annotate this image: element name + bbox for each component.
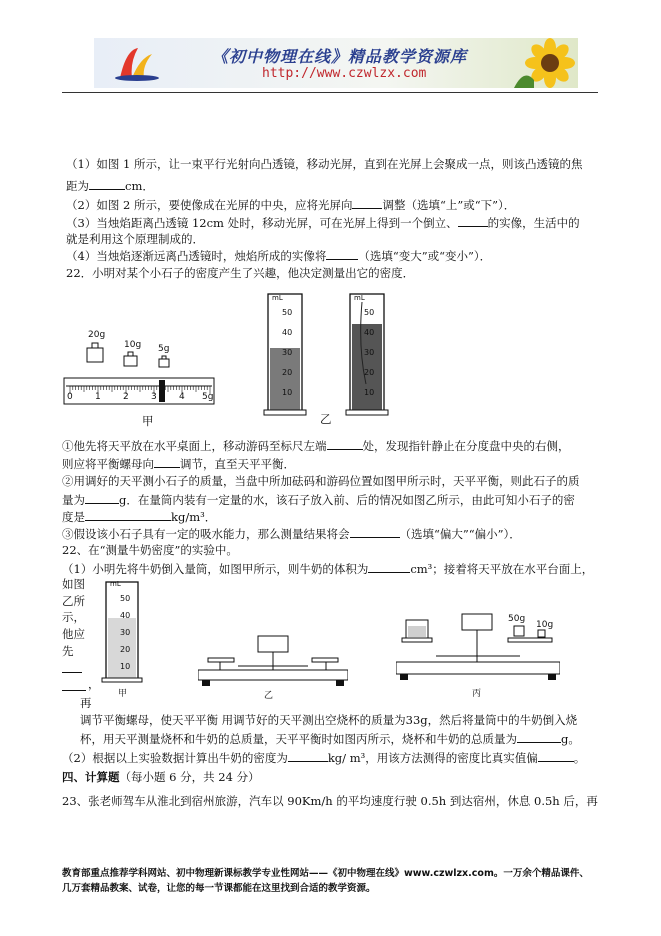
- cylinder-tick-label: 20: [364, 368, 375, 377]
- banner-url[interactable]: http://www.czwlzx.com: [262, 66, 427, 81]
- figure-jia-balance-weights: [62, 330, 222, 430]
- q22b-intro: 22、在“测量牛奶密度”的实验中。: [62, 543, 238, 557]
- cylinder-tick-label: 20: [120, 645, 131, 654]
- cylinder-tick-label: 30: [282, 348, 293, 357]
- cylinder-tick-label: 40: [364, 328, 375, 337]
- q22b-side-zai: 再: [80, 696, 92, 710]
- answer-blank[interactable]: [62, 661, 82, 673]
- figure-milk-cylinder: [100, 578, 150, 700]
- q23-text: 23、张老师驾车从淮北到宿州旅游，汽车以 90Km/h 的平均速度行驶 0.5h 到达宿州，休息 0.5h 后，再: [62, 794, 598, 808]
- answer-blank[interactable]: [368, 561, 410, 573]
- figure-balance-bing: [396, 612, 560, 702]
- q22b-part1: （1）小明先将牛奶倒入量筒，如图甲所示，则牛奶的体积为 cm³；接着将天平放在水平台面上，: [62, 562, 594, 576]
- q22b-side-line5: 先: [62, 644, 74, 658]
- q22-step3: ③假设该小石子具有一定的吸水能力，那么测量结果将会 （选填“偏大”“偏小”）．: [62, 527, 521, 541]
- q22b-side-line1: 如图: [62, 577, 85, 591]
- q21-part1b: 距为 cm．: [66, 179, 154, 193]
- figure-label-bing: 丙: [472, 689, 482, 699]
- answer-blank[interactable]: [89, 178, 125, 190]
- q22b-side-line3: 示，: [62, 610, 85, 624]
- answer-blank[interactable]: [458, 215, 488, 227]
- rider-slider: [159, 380, 165, 402]
- figure-yi-cylinders: [262, 288, 392, 428]
- header-banner: [94, 38, 578, 88]
- answer-blank[interactable]: [352, 197, 382, 209]
- cylinder-unit-label: mL: [272, 294, 283, 302]
- q21-part3: （3）当烛焰距离凸透镜 12cm 处时，移动光屏，可在光屏上得到一个倒立、 的实像，生活中的: [66, 216, 580, 230]
- weight-label: 20g: [88, 330, 106, 340]
- answer-blank[interactable]: [326, 248, 358, 260]
- cylinder-unit-label: mL: [354, 294, 365, 302]
- banner-title: 《初中物理在线》精品教学资源库: [212, 47, 468, 66]
- answer-blank[interactable]: [538, 750, 574, 762]
- figure-balance-yi: [198, 630, 348, 702]
- cylinder-tick-label: 50: [364, 308, 375, 317]
- cylinder-tick-label: 10: [120, 662, 131, 671]
- q22b-side-line4: 他应: [62, 627, 85, 641]
- ruler-tick-labels: 0 1 2 3 4 5g: [67, 392, 214, 402]
- cylinder-tick-label: 20: [282, 368, 293, 377]
- answer-blank[interactable]: [517, 731, 561, 743]
- q21-part1: （1）如图 1 所示，让一束平行光射向凸透镜，移动光屏，直到在光屏上会聚成一点，则该凸透镜的焦: [66, 157, 583, 171]
- q22b-part1c: 调节平衡螺母，使天平平衡 用调节好的天平测出空烧杯的质量为33g，然后将量筒中的牛奶倒入烧: [80, 713, 578, 727]
- cylinder-tick-label: 10: [282, 388, 293, 397]
- header-rule: [62, 92, 598, 93]
- q22b-side-line2: 乙所: [62, 594, 85, 608]
- answer-blank[interactable]: [85, 492, 119, 504]
- q22-step1a: ①他先将天平放在水平桌面上，移动游码至标尺左端 处，发现指针静止在分度盘中央的右侧，: [62, 439, 570, 453]
- sunflower-icon: [514, 38, 578, 88]
- answer-blank[interactable]: [62, 679, 86, 691]
- site-logo-icon: [112, 44, 162, 82]
- q22-step1b: 则应将平衡螺母向 调节，直至天平平衡．: [62, 457, 295, 471]
- q21-part3b: 就是利用这个原理制成的．: [66, 232, 204, 246]
- weight-label: 5g: [158, 344, 170, 354]
- cylinder-tick-label: 30: [364, 348, 375, 357]
- answer-blank[interactable]: [327, 438, 363, 450]
- q22-step2c: 度是 kg/m³．: [62, 510, 217, 524]
- cylinder-tick-label: 30: [120, 628, 131, 637]
- q22-step2a: ②用调好的天平测小石子的质量，当盘中所加砝码和游码位置如图甲所示时，天平平衡，则此石子的质: [62, 474, 580, 488]
- answer-blank[interactable]: [154, 456, 180, 468]
- cylinder-tick-label: 50: [282, 308, 293, 317]
- q21-part2: （2）如图 2 所示，要使像成在光屏的中央，应将光屏向 调整（选填“上”或“下”）．: [66, 198, 516, 212]
- cylinder-unit-label: mL: [110, 580, 121, 588]
- q22b-part2: （2）根据以上实验数据计算出牛奶的密度为 kg/ m³，用该方法测得的密度比真实值偏 。: [62, 751, 586, 765]
- section4-heading: 四、计算题（每小题 6 分，共 24 分）: [62, 770, 260, 784]
- q21-part4: （4）当烛焰逐渐远离凸透镜时，烛焰所成的实像将 （选填“变大”或“变小”）．: [66, 249, 492, 263]
- q22-step2b: 量为 g．在量筒内装有一定量的水，该石子放入前、后的情况如图乙所示，由此可知小石子的密: [62, 493, 575, 507]
- q22-intro: 22．小明对某个小石子的密度产生了兴趣，他决定测量出它的密度．: [66, 266, 415, 280]
- weight-label: 10g: [536, 620, 554, 630]
- cylinder-tick-label: 40: [282, 328, 293, 337]
- footer-line1: 教育部重点推荐学科网站、初中物理新课标教学专业性网站——《初中物理在线》www.czwlzx.com。一万余个精品课件、: [62, 868, 589, 879]
- weight-label: 50g: [508, 614, 526, 624]
- weight-label: 10g: [124, 340, 142, 350]
- q22b-side-comma: ，: [88, 677, 100, 691]
- cylinder-tick-label: 50: [120, 594, 131, 603]
- figure-label-yi-2: 乙: [264, 691, 274, 701]
- cylinder-tick-label: 40: [120, 611, 131, 620]
- answer-blank[interactable]: [288, 750, 328, 762]
- figure-label-yi: 乙: [320, 412, 332, 426]
- figure-label-jia-2: 甲: [118, 689, 128, 699]
- answer-blank[interactable]: [85, 509, 171, 521]
- answer-blank[interactable]: [350, 526, 400, 538]
- footer-line2: 几万套精品教案、试卷，让您的每一节课都能在这里找到合适的教学资源。: [62, 883, 376, 894]
- cylinder-tick-label: 10: [364, 388, 375, 397]
- q22b-part1d: 杯，用天平测量烧杯和牛奶的总质量，天平平衡时如图丙所示，烧杯和牛奶的总质量为 g。: [80, 732, 580, 746]
- figure-label-jia: 甲: [142, 414, 154, 428]
